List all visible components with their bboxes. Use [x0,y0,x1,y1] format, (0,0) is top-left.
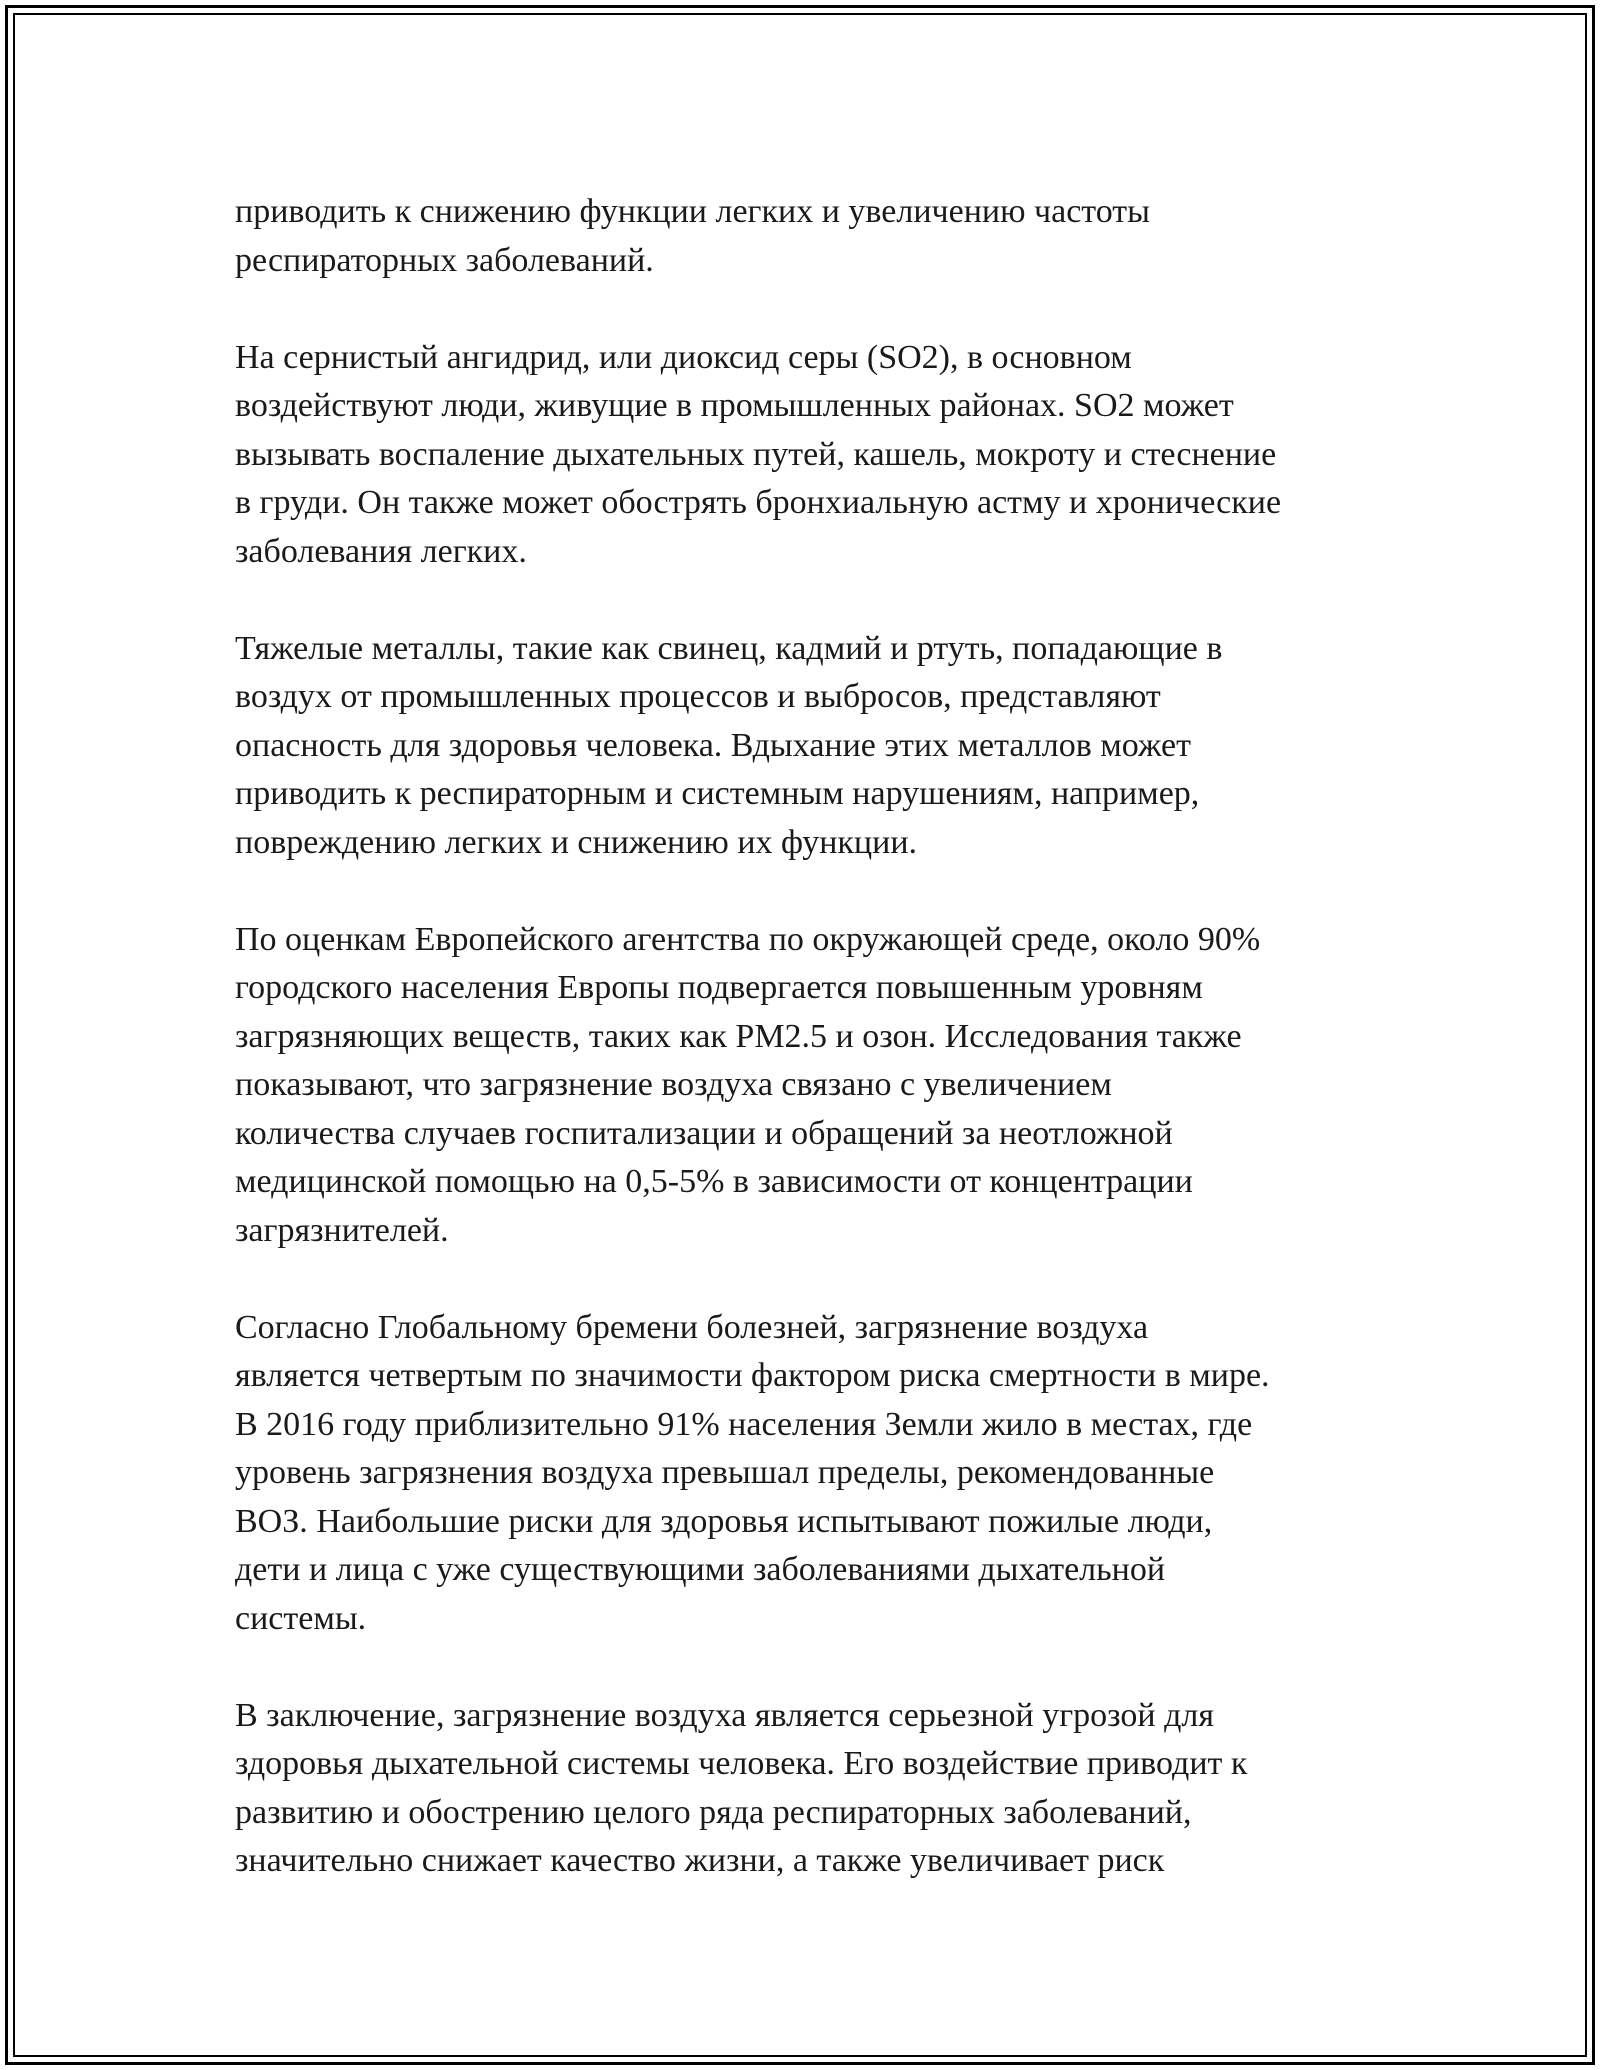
text-line: показывают, что загрязнение воздуха связано с увеличением [235,1066,1112,1103]
text-line: уровень загрязнения воздуха превышал пределы, рекомендованные [235,1454,1215,1491]
text-line: В заключение, загрязнение воздуха является серьезной угрозой для [235,1696,1214,1734]
text-line: загрязнителей. [235,1211,449,1249]
text-line: По оценкам Европейского агентства по окружающей среде, около 90% [235,920,1261,958]
text-line: в груди. Он также может обострять бронхиальную астму и хронические [235,484,1282,521]
text-line: Согласно Глобальному бремени болезней, загрязнение воздуха [235,1308,1149,1346]
text-line: медицинской помощью на 0,5-5% в зависимости от концентрации [235,1163,1193,1200]
paragraph-global-burden [235,1304,1375,1644]
text-line: Тяжелые металлы, такие как свинец, кадмий и ртуть, попадающие в [235,629,1223,667]
text-line: воздействуют люди, живущие в промышленных районах. SO2 может [235,387,1234,424]
text-line: В 2016 году приблизительно 91% населения Земли жило в местах, где [235,1405,1253,1443]
text-line: заболевания легких. [235,532,527,570]
text-line: опасность для здоровья человека. Вдыхание этих металлов может [235,726,1191,764]
paragraph-conclusion [235,1692,1375,1886]
text-line: повреждению легких и снижению их функции. [235,823,918,861]
text-line: приводить к респираторным и системным нарушениям, например, [235,775,1200,812]
paragraph-sulfur-dioxide [235,334,1375,577]
document-body [235,188,1375,1934]
text-line: ВОЗ. Наибольшие риски для здоровья испытывают пожилые люди, [235,1502,1213,1540]
text-line: воздух от промышленных процессов и выбросов, представляют [235,678,1161,715]
text-line: вызывать воспаление дыхательных путей, кашель, мокроту и стеснение [235,435,1277,473]
text-line: здоровья дыхательной системы человека. Его воздействие приводит к [235,1745,1248,1782]
paragraph-heavy-metals [235,625,1375,868]
text-line: является четвертым по значимости фактором риска смертности в мире. [235,1357,1270,1394]
text-line: дети и лица с уже существующими заболеваниями дыхательной [235,1551,1166,1588]
text-line: загрязняющих веществ, таких как PM2.5 и озон. Исследования также [235,1017,1242,1055]
text-line: приводить к снижению функции легких и увеличению частоты [235,193,1150,230]
text-line: На сернистый ангидрид, или диоксид серы (SO2), в основном [235,338,1132,376]
text-line: развитию и обострению целого ряда респираторных заболеваний, [235,1793,1192,1831]
paragraph-european-agency [235,916,1375,1256]
paragraph-lung-function [235,188,1375,285]
text-line: количества случаев госпитализации и обращений за неотложной [235,1114,1173,1152]
text-line: системы. [235,1599,367,1637]
text-line: городского населения Европы подвергается повышенным уровням [235,969,1203,1006]
text-line: респираторных заболеваний. [235,241,654,279]
text-line: значительно снижает качество жизни, а также увеличивает риск [235,1842,1165,1879]
